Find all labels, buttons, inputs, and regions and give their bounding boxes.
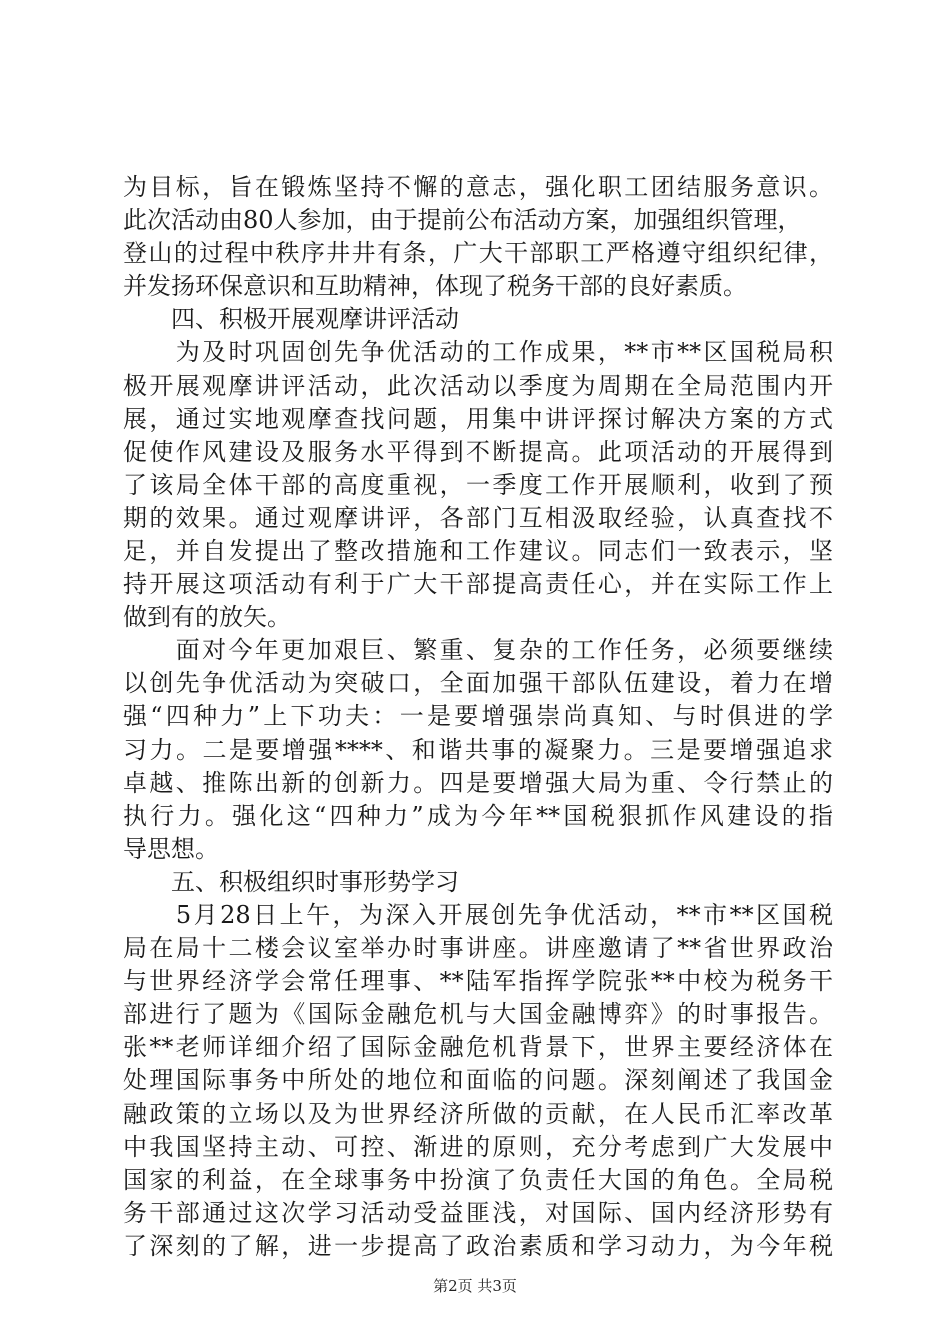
paragraph-line: 强“四种力”上下功夫：一是要增强崇尚真知、与时俱进的学 [123,702,833,730]
paragraph-line: 期的效果。通过观摩讲评，各部门互相汲取经验，认真查找不 [123,504,833,532]
section-heading: 四、积极开展观摩讲评活动 [123,305,459,333]
section-heading: 五、积极组织时事形势学习 [123,868,459,896]
paragraph-line: 以创先争优活动为突破口，全面加强干部队伍建设，着力在增 [123,669,833,697]
paragraph-line: 促使作风建设及服务水平得到不断提高。此项活动的开展得到 [123,438,833,466]
paragraph-line: 卓越、推陈出新的创新力。四是要增强大局为重、令行禁止的 [123,769,833,797]
paragraph-line: 导思想。 [123,835,219,863]
paragraph-line: 局在局十二楼会议室举办时事讲座。讲座邀请了**省世界政治 [123,934,833,962]
paragraph-line: 部进行了题为《国际金融危机与大国金融博弈》的时事报告。 [123,1000,833,1028]
page-footer: 第2页 共3页 [433,1277,517,1295]
paragraph-line: 张**老师详细介绍了国际金融危机背景下，世界主要经济体在 [123,1033,833,1061]
paragraph-line: 了该局全体干部的高度重视，一季度工作开展顺利，收到了预 [123,471,833,499]
paragraph-line: 足，并自发提出了整改措施和工作建议。同志们一致表示，坚 [123,537,833,565]
paragraph-line: 处理国际事务中所处的地位和面临的问题。深刻阐述了我国金 [123,1066,833,1094]
paragraph-line: 极开展观摩讲评活动，此次活动以季度为周期在全局范围内开 [123,372,833,400]
paragraph-line: 中我国坚持主动、可控、渐进的原则，充分考虑到广大发展中 [123,1133,833,1161]
paragraph-line: 做到有的放矢。 [123,603,291,631]
paragraph-line: 融政策的立场以及为世界经济所做的贡献，在人民币汇率改革 [123,1100,833,1128]
paragraph-line: 并发扬环保意识和互助精神，体现了税务干部的良好素质。 [123,272,747,300]
paragraph-line: 此次活动由80人参加，由于提前公布活动方案，加强组织管理， [123,206,802,234]
paragraph-line: 了深刻的了解，进一步提高了政治素质和学习动力，为今年税 [123,1232,833,1260]
paragraph-line: 展，通过实地观摩查找问题，用集中讲评探讨解决方案的方式 [123,405,833,433]
paragraph-line: 面对今年更加艰巨、繁重、复杂的工作任务，必须要继续 [123,636,833,664]
paragraph-line: 为及时巩固创先争优活动的工作成果，**市**区国税局积 [123,338,833,366]
paragraph-line: 执行力。强化这“四种力”成为今年**国税狠抓作风建设的指 [123,802,833,830]
paragraph-line: 为目标，旨在锻炼坚持不懈的意志，强化职工团结服务意识。 [123,173,833,201]
paragraph-line: 登山的过程中秩序井井有条，广大干部职工严格遵守组织纪律， [123,239,833,267]
paragraph-line: 与世界经济学会常任理事、**陆军指挥学院张**中校为税务干 [123,967,833,995]
paragraph-line: 5月28日上午，为深入开展创先争优活动，**市**区国税 [123,901,833,929]
paragraph-line: 国家的利益，在全球事务中扮演了负责任大国的角色。全局税 [123,1166,833,1194]
paragraph-line: 习力。二是要增强****、和谐共事的凝聚力。三是要增强追求 [123,736,833,764]
paragraph-line: 务干部通过这次学习活动受益匪浅，对国际、国内经济形势有 [123,1199,833,1227]
paragraph-line: 持开展这项活动有利于广大干部提高责任心，并在实际工作上 [123,570,833,598]
